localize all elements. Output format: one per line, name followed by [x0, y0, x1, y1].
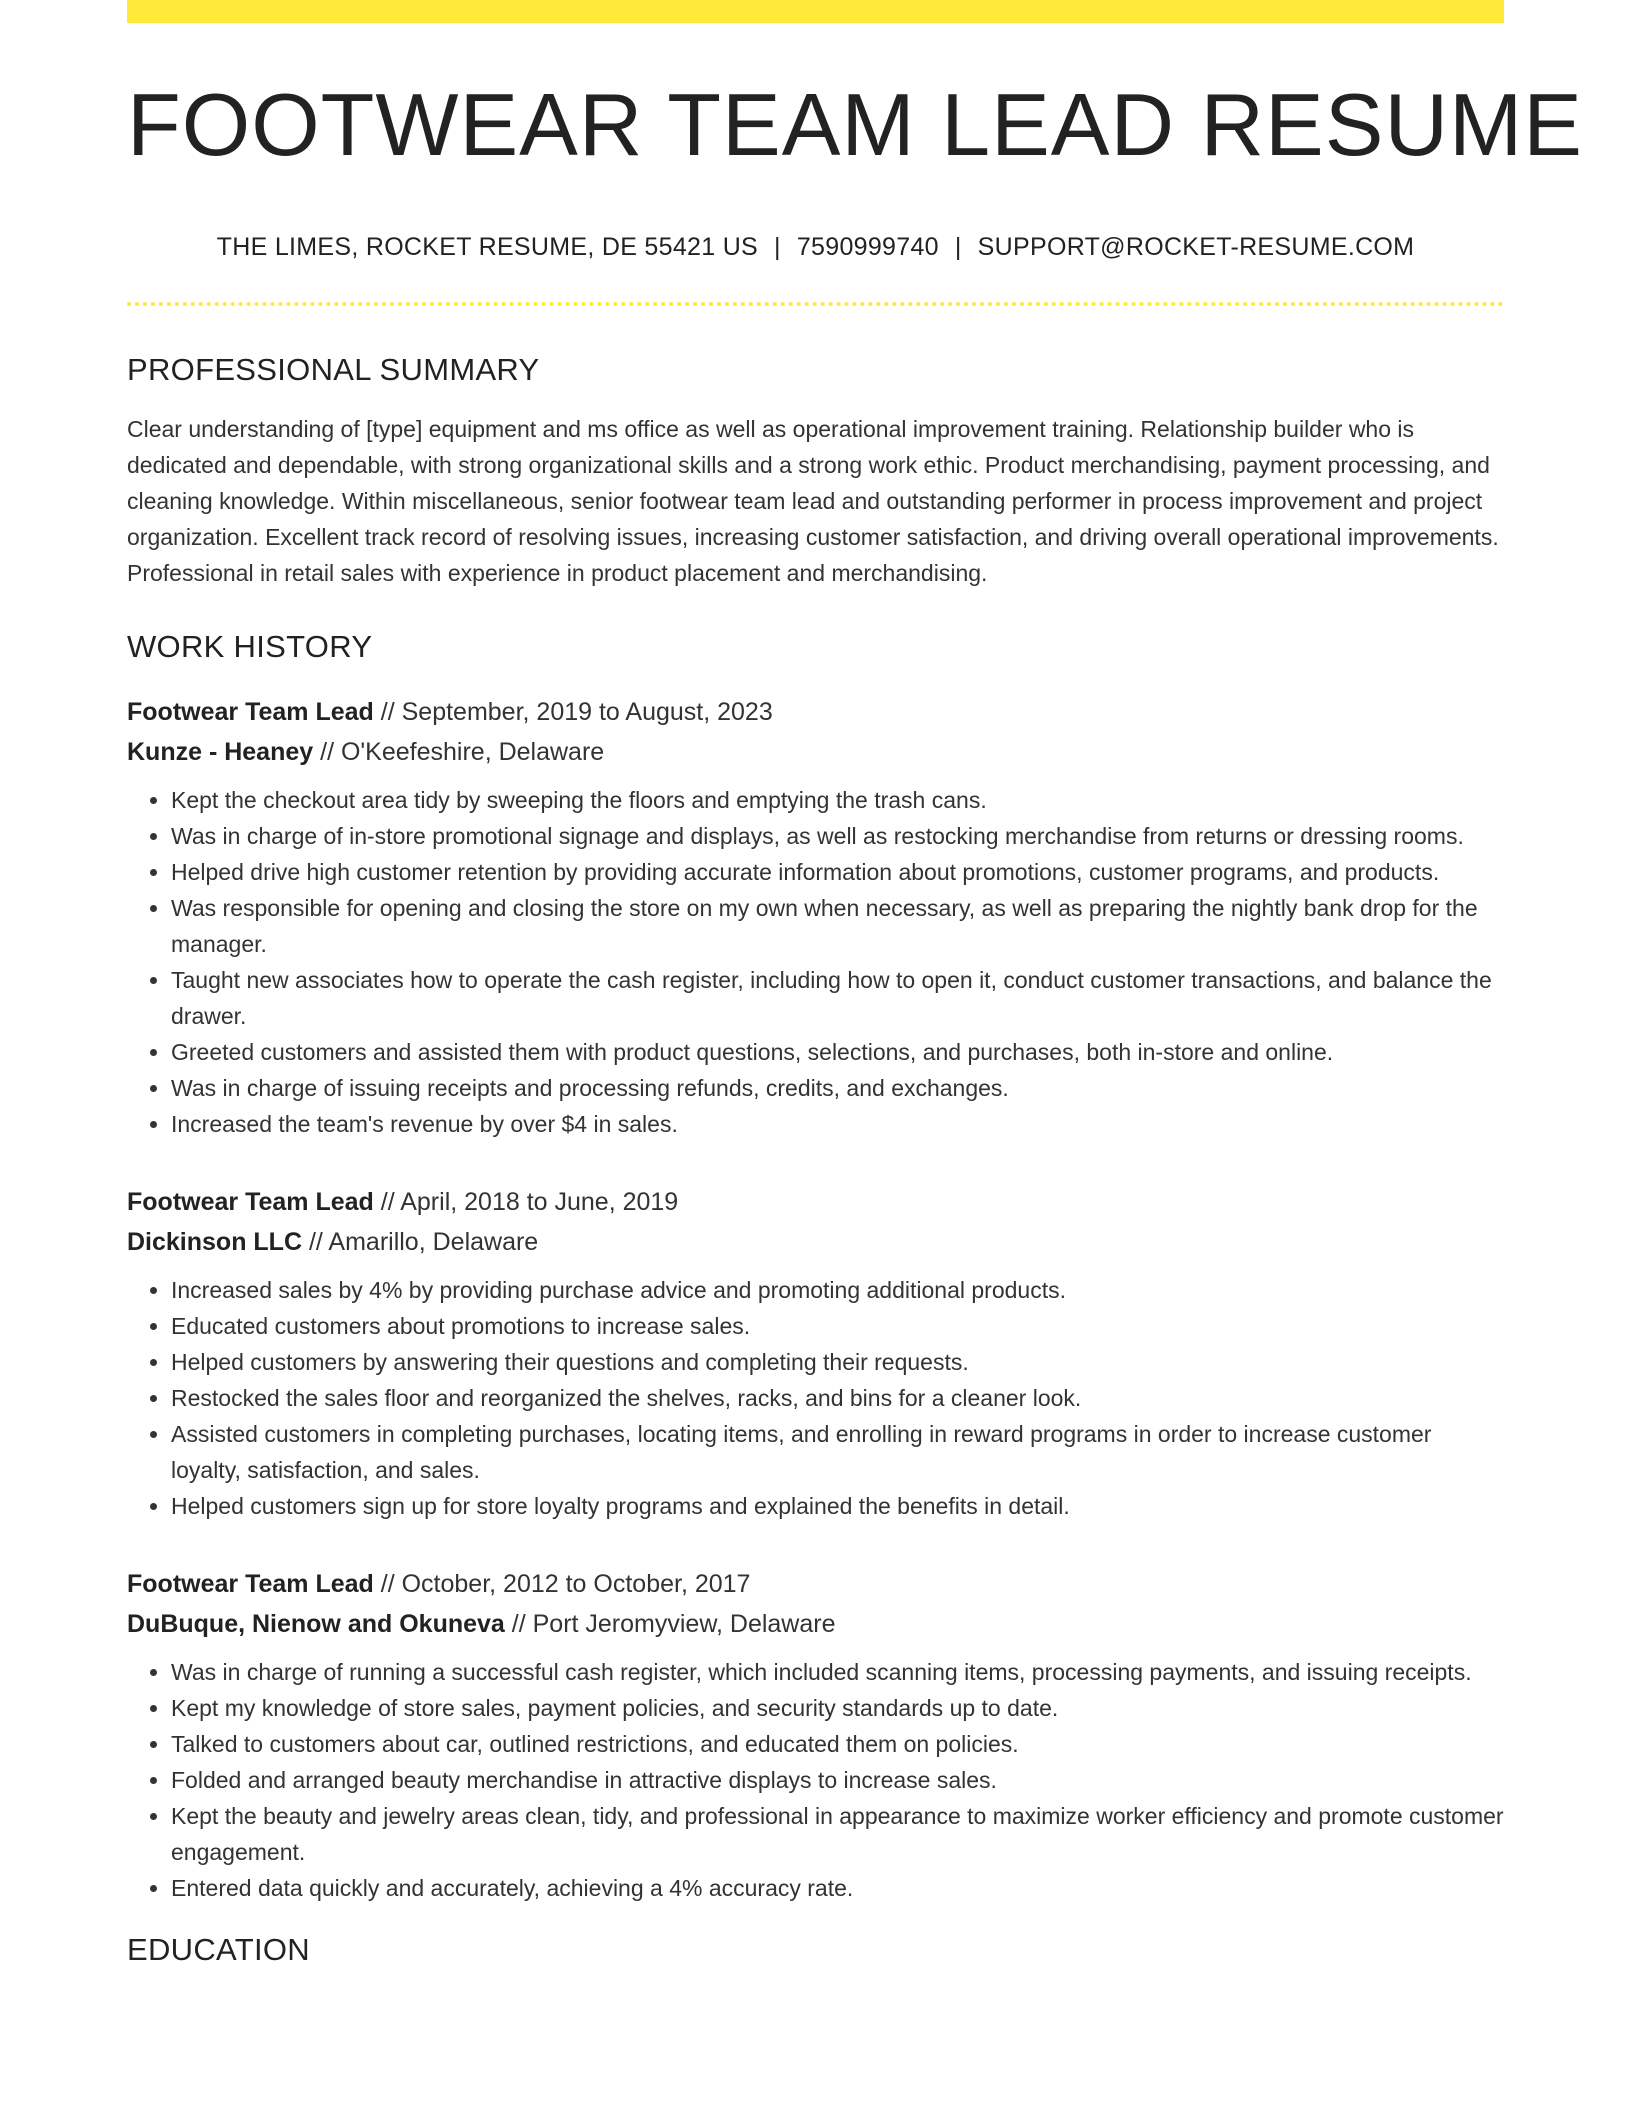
list-item: • Assisted customers in completing purchases, locating items, and enrolling in reward programs in order to increase customer loyalty, satisfaction, and sales.: [171, 1416, 1504, 1488]
job-company-line: [127, 1222, 1504, 1262]
list-item: • Kept the beauty and jewelry areas clean, tidy, and professional in appearance to maximize worker efficiency and promote customer engagement.: [171, 1798, 1504, 1870]
list-item: • Restocked the sales floor and reorganized the shelves, racks, and bins for a cleaner look.: [171, 1380, 1504, 1416]
resume-page: [127, 0, 1583, 1967]
summary-text: Clear understanding of [type] equipment and ms office as well as operational improvement training. Relationship builder who is dedicated and dependable, with strong organizational skills and a strong work ethic. Product merchandising, payment processing, and cleaning knowledge. Within miscellaneous, senior footwear team lead and outstanding performer in process improvement and project organization. Excellent track record of resolving issues, increasing customer satisfaction, and driving overall operational improvements. Professional in retail sales with experience in product placement and merchandising.: [127, 416, 1499, 586]
list-item: • Was in charge of issuing receipts and processing refunds, credits, and exchanges.: [171, 1070, 1504, 1106]
job-title: Footwear Team Lead: [127, 1188, 374, 1216]
contact-email: SUPPORT@ROCKET-RESUME.COM: [977, 233, 1415, 261]
list-item: • Talked to customers about car, outlined restrictions, and educated them on policies.: [171, 1726, 1504, 1762]
list-item: • Helped customers sign up for store loyalty programs and explained the benefits in detail.: [171, 1488, 1504, 1524]
contact-separator: |: [954, 233, 962, 261]
job-title: Footwear Team Lead: [127, 1570, 374, 1598]
list-item: • Was in charge of in-store promotional signage and displays, as well as restocking merchandise from returns or dressing rooms.: [171, 818, 1504, 854]
list-item: • Helped customers by answering their questions and completing their requests.: [171, 1344, 1504, 1380]
resume-title: FOOTWEAR TEAM LEAD RESUME: [127, 75, 1583, 174]
contact-separator: |: [774, 233, 781, 261]
list-item: • Increased the team's revenue by over $4 in sales.: [171, 1106, 1504, 1142]
job-company-line: [127, 1604, 1504, 1644]
job-entry: [127, 692, 1504, 1142]
job-title-line: [127, 692, 1504, 732]
job-company: DuBuque, Nienow and Okuneva: [127, 1610, 505, 1638]
dotted-divider: [127, 302, 1504, 306]
job-location: // O'Keefeshire, Delaware: [313, 738, 605, 766]
education-heading: EDUCATION: [127, 1932, 310, 1967]
job-dates: // September, 2019 to August, 2023: [373, 698, 773, 726]
job-bullets: [127, 1654, 1504, 1906]
list-item: • Taught new associates how to operate the cash register, including how to open it, conduct customer transactions, and balance the drawer.: [171, 962, 1504, 1034]
job-entry: [127, 1182, 1504, 1524]
job-company: Kunze - Heaney: [127, 738, 314, 766]
list-item: • Entered data quickly and accurately, achieving a 4% accuracy rate.: [171, 1870, 1504, 1906]
list-item: • Increased sales by 4% by providing purchase advice and promoting additional products.: [171, 1272, 1504, 1308]
job-dates: // April, 2018 to June, 2019: [373, 1188, 679, 1216]
job-company-line: [127, 732, 1504, 772]
contact-address: THE LIMES, ROCKET RESUME, DE 55421 US: [216, 233, 759, 261]
list-item: • Kept the checkout area tidy by sweeping the floors and emptying the trash cans.: [171, 782, 1504, 818]
list-item: • Helped drive high customer retention by providing accurate information about promotions, customer programs, and products.: [171, 854, 1504, 890]
list-item: • Was in charge of running a successful cash register, which included scanning items, processing payments, and issuing receipts.: [171, 1654, 1504, 1690]
job-bullets: [127, 1272, 1504, 1524]
list-item: • Folded and arranged beauty merchandise in attractive displays to increase sales.: [171, 1762, 1504, 1798]
list-item: • Kept my knowledge of store sales, payment policies, and security standards up to date.: [171, 1690, 1504, 1726]
job-location: // Amarillo, Delaware: [302, 1228, 539, 1256]
job-location: // Port Jeromyview, Delaware: [504, 1610, 836, 1638]
job-bullets: [127, 782, 1504, 1142]
work-history-heading: WORK HISTORY: [127, 629, 373, 664]
contact-line: [127, 233, 1504, 262]
list-item: • Educated customers about promotions to increase sales.: [171, 1308, 1504, 1344]
job-title: Footwear Team Lead: [127, 698, 374, 726]
list-item: • Was responsible for opening and closing the store on my own when necessary, as well as preparing the nightly bank drop for the manager.: [171, 890, 1504, 962]
accent-top-bar: [127, 0, 1504, 23]
job-title-line: [127, 1564, 1504, 1604]
job-dates: // October, 2012 to October, 2017: [373, 1570, 751, 1598]
job-entry: [127, 1564, 1504, 1906]
list-item: • Greeted customers and assisted them with product questions, selections, and purchases, both in-store and online.: [171, 1034, 1504, 1070]
job-title-line: [127, 1182, 1504, 1222]
contact-phone: 7590999740: [796, 233, 939, 261]
job-company: Dickinson LLC: [127, 1228, 303, 1256]
summary-heading: PROFESSIONAL SUMMARY: [127, 352, 540, 387]
